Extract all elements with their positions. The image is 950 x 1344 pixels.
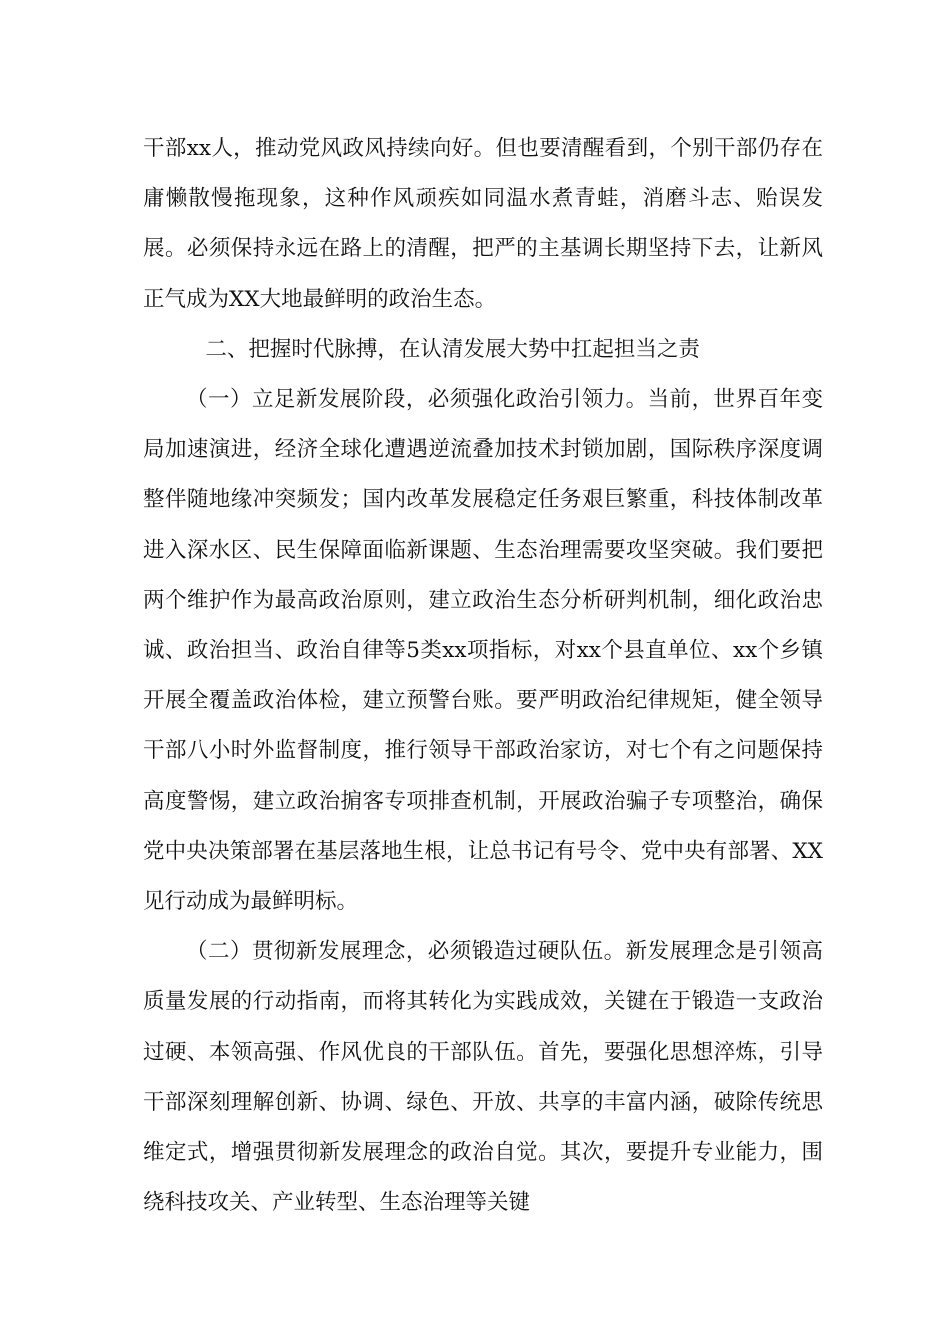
paragraph-continuation: 干部xx人，推动党风政风持续向好。但也要清醒看到，个别干部仍存在庸懒散慢拖现象，这种作风顽疾如同温水煮青蛙，消磨斗志、贻误发展。必须保持永远在路上的清醒，把严的主基调长期坚持下去，让新风正气成为XX大地最鲜明的政治生态。 [143,136,823,312]
paragraph-subsection-1: （一）立足新发展阶段，必须强化政治引领力。当前，世界百年变局加速演进，经济全球化遭遇逆流叠加技术封锁加剧，国际秩序深度调整伴随地缘冲突频发；国内改革发展稳定任务艰巨繁重，科技体制改革进入深水区、民生保障面临新课题、生态治理需要攻坚突破。我们要把两个维护作为最高政治原则，建立政治生态分析研判机制，细化政治忠诚、政治担当、政治自律等5类xx项指标，对xx个县直单位、xx个乡镇开展全覆盖政治体检，建立预警台账。要严明政治纪律规矩，健全领导干部八小时外监督制度，推行领导干部政治家访，对七个有之问题保持高度警惕，建立政治掮客专项排查机制，开展政治骗子专项整治，确保党中央决策部署在基层落地生根，让总书记有号令、党中央有部署、XX见行动成为最鲜明标。 [143,387,823,915]
section-heading: 二、把握时代脉搏，在认清发展大势中扛起担当之责 [205,336,700,362]
paragraph-subsection-2: （二）贯彻新发展理念，必须锻造过硬队伍。新发展理念是引领高质量发展的行动指南，而将其转化为实践成效，关键在于锻造一支政治过硬、本领高强、作风优良的干部队伍。首先，要强化思想淬炼，引导干部深刻理解创新、协调、绿色、开放、共享的丰富内涵，破除传统思维定式，增强贯彻新发展理念的政治自觉。其次，要提升专业能力，围绕科技攻关、产业转型、生态治理等关键 [143,939,823,1216]
document-page [143,124,823,1228]
